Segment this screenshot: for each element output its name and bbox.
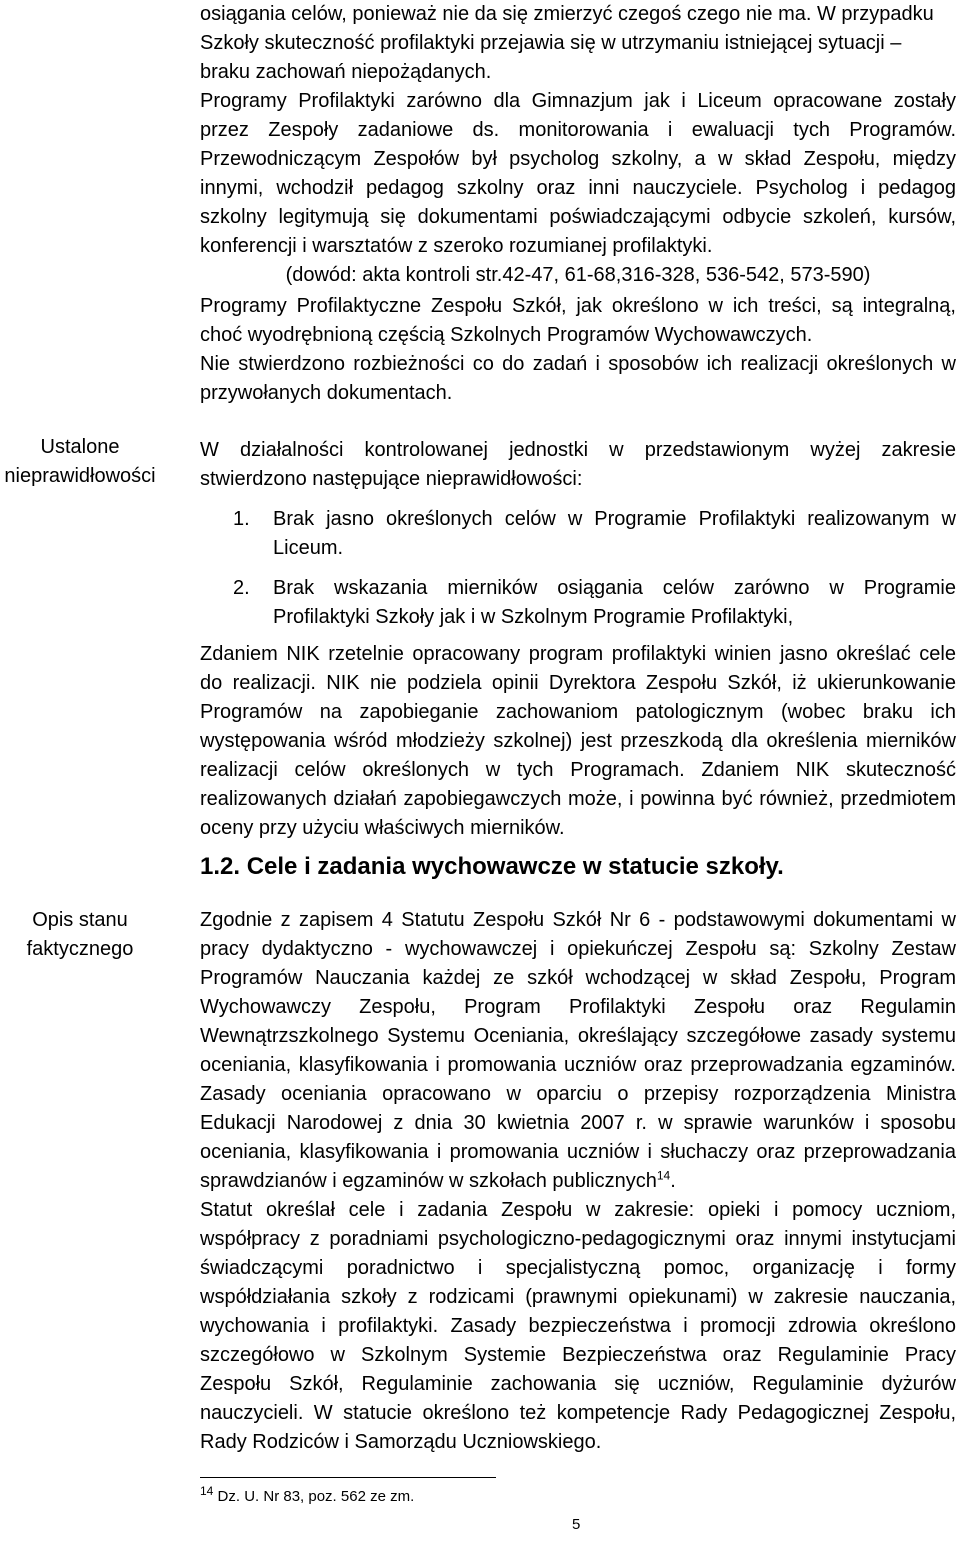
- label-line: nieprawidłowości: [4, 465, 156, 487]
- section-label-factual-state: [0, 906, 160, 964]
- footnote: [200, 1484, 415, 1505]
- paragraph-end: .: [670, 1170, 676, 1192]
- paragraph-text: Zgodnie z zapisem 4 Statutu Zespołu Szkół Nr 6 - podstawowymi dokumentami w pracy dydaktyczno - wychowawczej i opiekuńczej Zespołu są: Szkolny Zestaw Programów Nauczania każdej ze szkół wchodzącej w skład Zespołu, Program Wychowawczy Zespołu, Program Profilaktyki Zespołu oraz Regulamin Wewnątrzszkolnego Systemu Oceniania, określający szczegółowe zasady systemu oceniania, klasyfikowania i promowania uczniów oraz przeprowadzania egzaminów. Zasady oceniania opracowano w oparciu o przepisy rozporządzenia Ministra Edukacji Narodowej z dnia 30 kwietnia 2007 r. w sprawie warunków i sposobu oceniania, klasyfikowania i promowania uczniów i słuchaczy oraz przeprowadzania sprawdzianów i egzaminów w szkołach publicznych: [200, 909, 956, 1192]
- footnote-text: Dz. U. Nr 83, poz. 562 ze zm.: [213, 1488, 415, 1505]
- programs-paragraph: Programy Profilaktyki zarówno dla Gimnazjum jak i Liceum opracowane zostały przez Zespoły zadaniowe ds. monitorowania i ewaluacji tych Programów. Przewodniczącym Zespołów był psycholog szkolny, a w skład Zespołu, między innymi, wchodził pedagog szkolny oraz inni nauczyciele. Psycholog i pedagog szkolny legitymują się dokumentami poświadczającymi odbycie szkoleń, kursów, konferencji i warsztatów z szeroko rozumianej profilaktyki.: [200, 90, 956, 257]
- statute-paragraph: [200, 906, 956, 1196]
- list-number: 2.: [233, 577, 250, 599]
- section-heading: 1.2. Cele i zadania wychowawcze w statucie szkoły.: [200, 853, 784, 880]
- paragraph: Programy Profilaktyczne Zespołu Szkół, jak określono w ich treści, są integralną, choć wyodrębnioną częścią Szkolnych Programów Wychowawczych.: [200, 295, 956, 346]
- label-line: Opis stanu: [32, 909, 128, 931]
- label-line: faktycznego: [26, 938, 134, 960]
- irregularities-list: [200, 505, 956, 632]
- irregularities-intro: [200, 436, 956, 494]
- section-label-irregularities: [0, 433, 160, 491]
- footnote-separator: [200, 1477, 496, 1478]
- evidence-reference: (dowód: akta kontroli str.42-47, 61-68,316-328, 536-542, 573-590): [285, 264, 871, 286]
- list-text: Brak wskazania mierników osiągania celów zarówno w Programie Profilaktyki Szkoły jak i w Szkolnym Programie Profilaktyki,: [273, 577, 956, 628]
- footnote-number: 14: [200, 1484, 214, 1498]
- list-number: 1.: [233, 508, 250, 530]
- paragraph: W działalności kontrolowanej jednostki w przedstawionym wyżej zakresie stwierdzono następujące nieprawidłowości:: [200, 439, 956, 490]
- text-line: Szkoły skuteczność profilaktyki przejawia się w utrzymaniu istniejącej sytuacji –: [200, 32, 902, 54]
- page-number: 5: [572, 1516, 581, 1533]
- statute-goals-paragraph: Statut określał cele i zadania Zespołu w zakresie: opieki i pomocy uczniom, współpracy z poradniami psychologiczno-pedagogicznymi oraz innymi instytucjami świadczącymi poradnictwo i specjalistyczną pomoc, organizację i formy współdziałania szkoły z rodzicami (prawnymi opiekunami) w zakresie nauczania, wychowania i profilaktyki. Zasady bezpieczeństwa i promocji zdrowia określono szczegółowo w Szkolnym Systemie Bezpieczeństwa oraz Regulaminie Pracy Zespołu Szkół, Regulaminie zachowania się uczniów, Regulaminie dyżurów nauczycieli. W statucie określono też kompetencje Rady Pedagogicznej Zespołu, Rady Rodziców i Samorządu Uczniowskiego.: [200, 1199, 956, 1453]
- integration-paragraph: [200, 292, 956, 408]
- nik-conclusion: [200, 640, 956, 843]
- paragraph: Zdaniem NIK rzetelnie opracowany program profilaktyki winien jasno określać cele do realizacji. NIK nie podziela opinii Dyrektora Zespołu Szkół, iż ukierunkowanie Programów na zapobieganie zachowaniom patologicznym (wobec braku ich występowania wśród młodzieży szkolnej) jest przeszkodą dla określenia mierników realizacji celów określonych w tych Programach. Zdaniem NIK skuteczność realizowanych działań zapobiegawczych może, i powinna być również, przedmiotem oceny przy użyciu właściwych mierników.: [200, 643, 956, 839]
- list-item: [200, 574, 956, 632]
- factual-state-text: [200, 906, 956, 1457]
- label-line: Ustalone: [40, 436, 120, 458]
- list-text: Brak jasno określonych celów w Programie Profilaktyki realizowanym w Liceum.: [273, 508, 956, 559]
- continuation-paragraph: [200, 0, 956, 290]
- paragraph: Nie stwierdzono rozbieżności co do zadań i sposobów ich realizacji określonych w przywołanych dokumentach.: [200, 353, 956, 404]
- text-line: osiągania celów, ponieważ nie da się zmierzyć czegoś czego nie ma. W przypadku: [200, 3, 934, 25]
- text-line: braku zachowań niepożądanych.: [200, 61, 492, 83]
- footnote-reference[interactable]: 14: [656, 1168, 671, 1183]
- list-item: [200, 505, 956, 563]
